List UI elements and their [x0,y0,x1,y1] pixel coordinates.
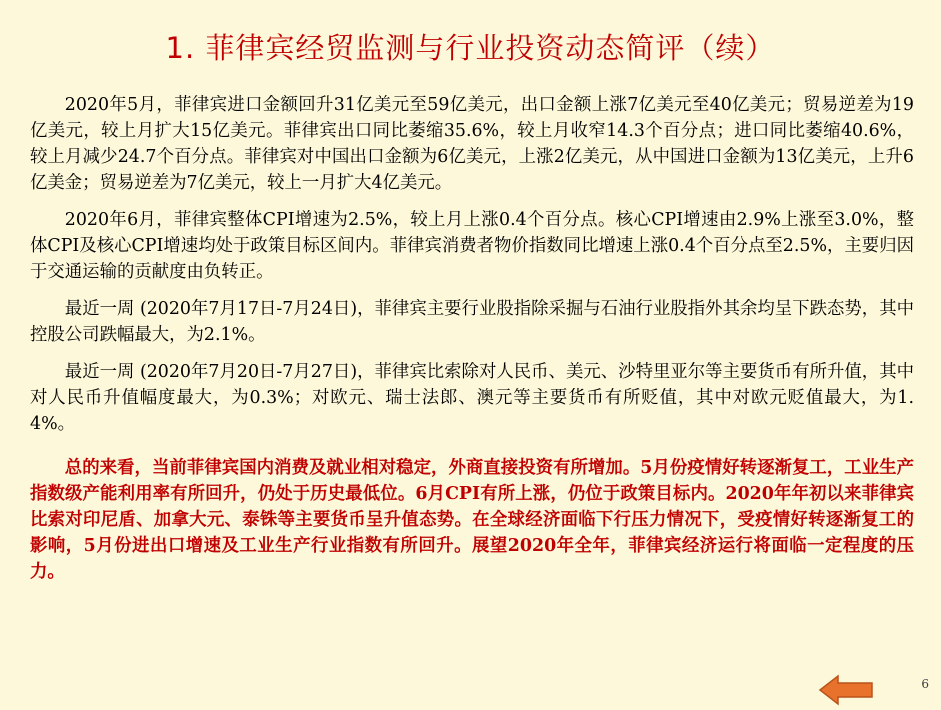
back-arrow-shape [818,674,874,706]
slide-title: 1. 菲律宾经贸监测与行业投资动态简评（续） [165,31,776,65]
page-number: 6 [921,677,929,691]
paragraph-currency: 最近一周 (2020年7月20日-7月27日)，菲律宾比索除对人民币、美元、沙特里亚尔等主要货币有所升值，其中对人民币升值幅度最大，为0.3%；对欧元、瑞士法郎、澳元等主要货币有所贬值，其中对欧元贬值最大，为1.4%。 [30,362,914,434]
paragraph-trade: 2020年5月，菲律宾进口金额回升31亿美元至59亿美元，出口金额上涨7亿美元至40亿美元；贸易逆差为19亿美元，较上月扩大15亿美元。菲律宾出口同比萎缩35.6%，较上月收窄14.3个百分点；进口同比萎缩40.6%，较上月减少24.7个百分点。菲律宾对中国出口金额为6亿美元，上涨2亿美元，从中国进口金额为13亿美元，上升6亿美金；贸易逆差为7亿美元，较上一月扩大4亿美元。 [30,95,914,193]
paragraph-cpi: 2020年6月，菲律宾整体CPI增速为2.5%，较上月上涨0.4个百分点。核心CPI增速由2.9%上涨至3.0%，整体CPI及核心CPI增速均处于政策目标区间内。菲律宾消费者物价指数同比增速上涨0.4个百分点至2.5%，主要归因于交通运输的贡献度由负转正。 [30,210,914,282]
back-arrow-icon[interactable] [818,674,874,706]
slide-body [30,92,914,596]
summary-paragraph: 总的来看，当前菲律宾国内消费及就业相对稳定，外商直接投资有所增加。5月份疫情好转逐渐复工，工业生产指数级产能利用率有所回升，仍处于历史最低位。6月CPI有所上涨，仍位于政策目标内。2020年年初以来菲律宾比索对印尼盾、加拿大元、泰铢等主要货币呈升值态势。在全球经济面临下行压力情况下，受疫情好转逐渐复工的影响，5月份进出口增速及工业生产行业指数有所回升。展望2020年全年，菲律宾经济运行将面临一定程度的压力。 [30,458,914,582]
paragraph-stock-index: 最近一周 (2020年7月17日-7月24日)，菲律宾主要行业股指除采掘与石油行业股指外其余均呈下跌态势，其中控股公司跌幅最大，为2.1%。 [30,299,914,345]
